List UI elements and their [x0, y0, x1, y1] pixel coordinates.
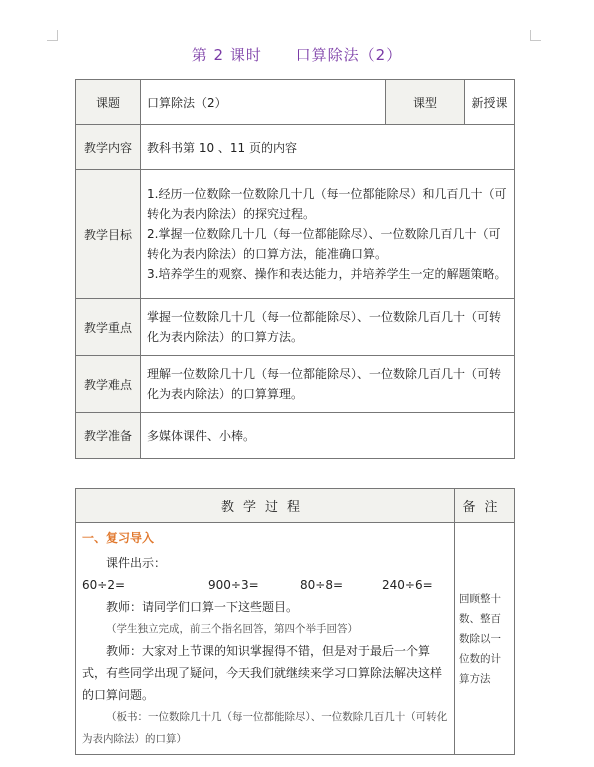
lesson-name: 口算除法（2）	[295, 46, 403, 64]
teacher-line-2: 教师：大家对上节课的知识掌握得不错，但是对于最后一个算式，有些同学出现了疑问，今天我们就继续来学习口算除法解决这样的口算问题。	[82, 644, 443, 702]
lesson-number: 第 2 课时	[191, 46, 262, 64]
content-value: 教科书第 10 、11 页的内容	[141, 125, 515, 170]
key-label: 教学重点	[76, 299, 141, 356]
crop-mark-left	[47, 30, 58, 41]
goals-row	[76, 170, 515, 299]
process-body-row	[76, 523, 515, 755]
topic-label: 课题	[76, 80, 141, 125]
process-header-row	[76, 489, 515, 523]
key-value: 掌握一位数除几十几（每一位都能除尽）、一位数除几百几十（可转化为表内除法）的口算方法。	[141, 299, 515, 356]
section-title: 一、复习导入	[82, 531, 155, 545]
process-note: 回顾整十数、整百数除以一位数的计算方法	[455, 523, 515, 755]
goals-value	[141, 170, 515, 299]
board-note: （板书：一位数除几十几（每一位都能除尽）、一位数除几百几十（可转化为表内除法）的口算）	[82, 711, 448, 745]
process-body	[76, 523, 455, 755]
expression-2: 900÷3=	[208, 578, 259, 592]
key-row	[76, 299, 515, 356]
goal-1: 1.经历一位数除一位数除几十几（每一位都能除尽）和几百几十（可转化为表内除法）的探究过程。	[147, 187, 507, 221]
page-title	[0, 44, 594, 65]
difficult-label: 教学难点	[76, 356, 141, 413]
crop-mark-right	[530, 30, 541, 41]
expression-3: 80÷8=	[300, 578, 344, 592]
goals-label: 教学目标	[76, 170, 141, 299]
content-label: 教学内容	[76, 125, 141, 170]
goal-2: 2.掌握一位数除几十几（每一位都能除尽）、一位数除几百几十（可转化为表内除法）的口算方法，能准确口算。	[147, 227, 501, 261]
goal-3: 3.培养学生的观察、操作和表达能力，并培养学生一定的解题策略。	[147, 267, 507, 281]
teacher-line-1: 教师：请同学们口算一下这些题目。	[106, 600, 299, 614]
type-label: 课型	[386, 80, 465, 125]
expressions-line	[82, 574, 448, 596]
prep-label: 教学准备	[76, 413, 141, 459]
topic-value: 口算除法（2）	[141, 80, 386, 125]
difficult-row	[76, 356, 515, 413]
teaching-process-table	[75, 488, 515, 755]
note-header: 备注	[455, 489, 515, 523]
expression-1: 60÷2=	[82, 578, 126, 592]
student-note: （学生独立完成，前三个指名回答，第四个举手回答）	[106, 623, 358, 635]
topic-row	[76, 80, 515, 125]
type-value: 新授课	[465, 80, 515, 125]
prep-value: 多媒体课件、小棒。	[141, 413, 515, 459]
process-header: 教学过程	[76, 489, 455, 523]
prep-row	[76, 413, 515, 459]
expression-4: 240÷6=	[382, 578, 433, 592]
courseware-line: 课件出示：	[106, 556, 167, 570]
lesson-info-table	[75, 79, 515, 459]
content-row	[76, 125, 515, 170]
difficult-value: 理解一位数除几十几（每一位都能除尽）、一位数除几百几十（可转化为表内除法）的口算算理。	[141, 356, 515, 413]
